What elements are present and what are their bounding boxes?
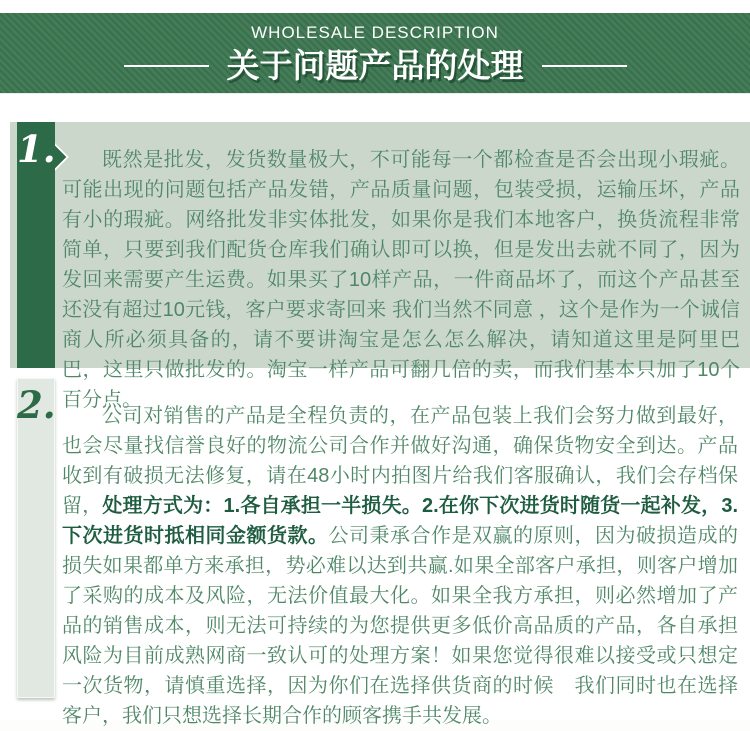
- section-2: [0, 378, 750, 727]
- section-1-number: 1.: [17, 127, 56, 171]
- section-2-number-bar: [17, 378, 55, 698]
- title-left-divider: [124, 65, 209, 67]
- banner-subtitle: WHOLESALE DESCRIPTION: [251, 23, 499, 42]
- section-2-paragraph: [62, 401, 738, 731]
- section-2-text-policy-bold: 处理方式为：1.各自承担一半损失。2.在你下次进货时随货一起补发，3.下次进货时抵相同金额货款。: [62, 495, 739, 547]
- title-right-divider: [542, 65, 627, 67]
- section-2-text-tail: 公司秉承合作是双赢的原则，因为破损造成的损失如果都单方来承担，势必难以达到共赢.如果全部客户承担，则客户增加了采购的成本及风险，无法价值最大化。如果全我方承担，则必然增加了产品的销售成本，则无法可持续的为您提供更多低价高品质的产品，各自承担风险为目前成熟网商一致认可的处理方案！如果您觉得很难以接受或只想定一次货物，请慎重选择，因为你们在选择供货商的时候 我们同时也在选择客户，我们只想选择长期合作的顾客携手共发展。: [62, 525, 738, 727]
- section-2-text-lead: 公司对销售的产品是全程负责的，在产品包装上我们会努力做到最好，也会尽量找信誉良好的物流公司合作并做好沟通，确保货物安全到达。产品收到有破损无法修复，请在48小时内拍图片给我们客服确认，我们会存档保留，: [62, 405, 738, 517]
- header-banner: [0, 13, 750, 94]
- section-1-number-bar: [17, 122, 55, 368]
- page-title: 关于问题产品的处理: [226, 47, 524, 84]
- section-1-text: 既然是批发，发货数量极大，不可能每一个都检查是否会出现小瑕疵。可能出现的问题包括产品发错，产品质量问题，包装受损，运输压坏，产品有小的瑕疵。网络批发非实体批发，如果你是我们本地客户，换货流程非常简单，只要到我们配货仓库我们确认即可以换，但是发出去就不同了，因为发回来需要产生运费。如果买了10样产品，一件商品坏了，而这个产品甚至还没有超过10元钱，客户要求寄回来 我们当然不同意 ，这个是作为一个诚信商人所必须具备的，请不要讲淘宝是怎么怎么解决，请知道这里是阿里巴巴，这里只做批发的。淘宝一样产品可翻几倍的卖，而我们基本只加了10个百分点。: [62, 149, 740, 411]
- banner-title-row: [0, 48, 750, 84]
- section-1-paragraph: [62, 145, 740, 415]
- section-1: [10, 122, 750, 411]
- section-2-number: 2.: [17, 383, 56, 427]
